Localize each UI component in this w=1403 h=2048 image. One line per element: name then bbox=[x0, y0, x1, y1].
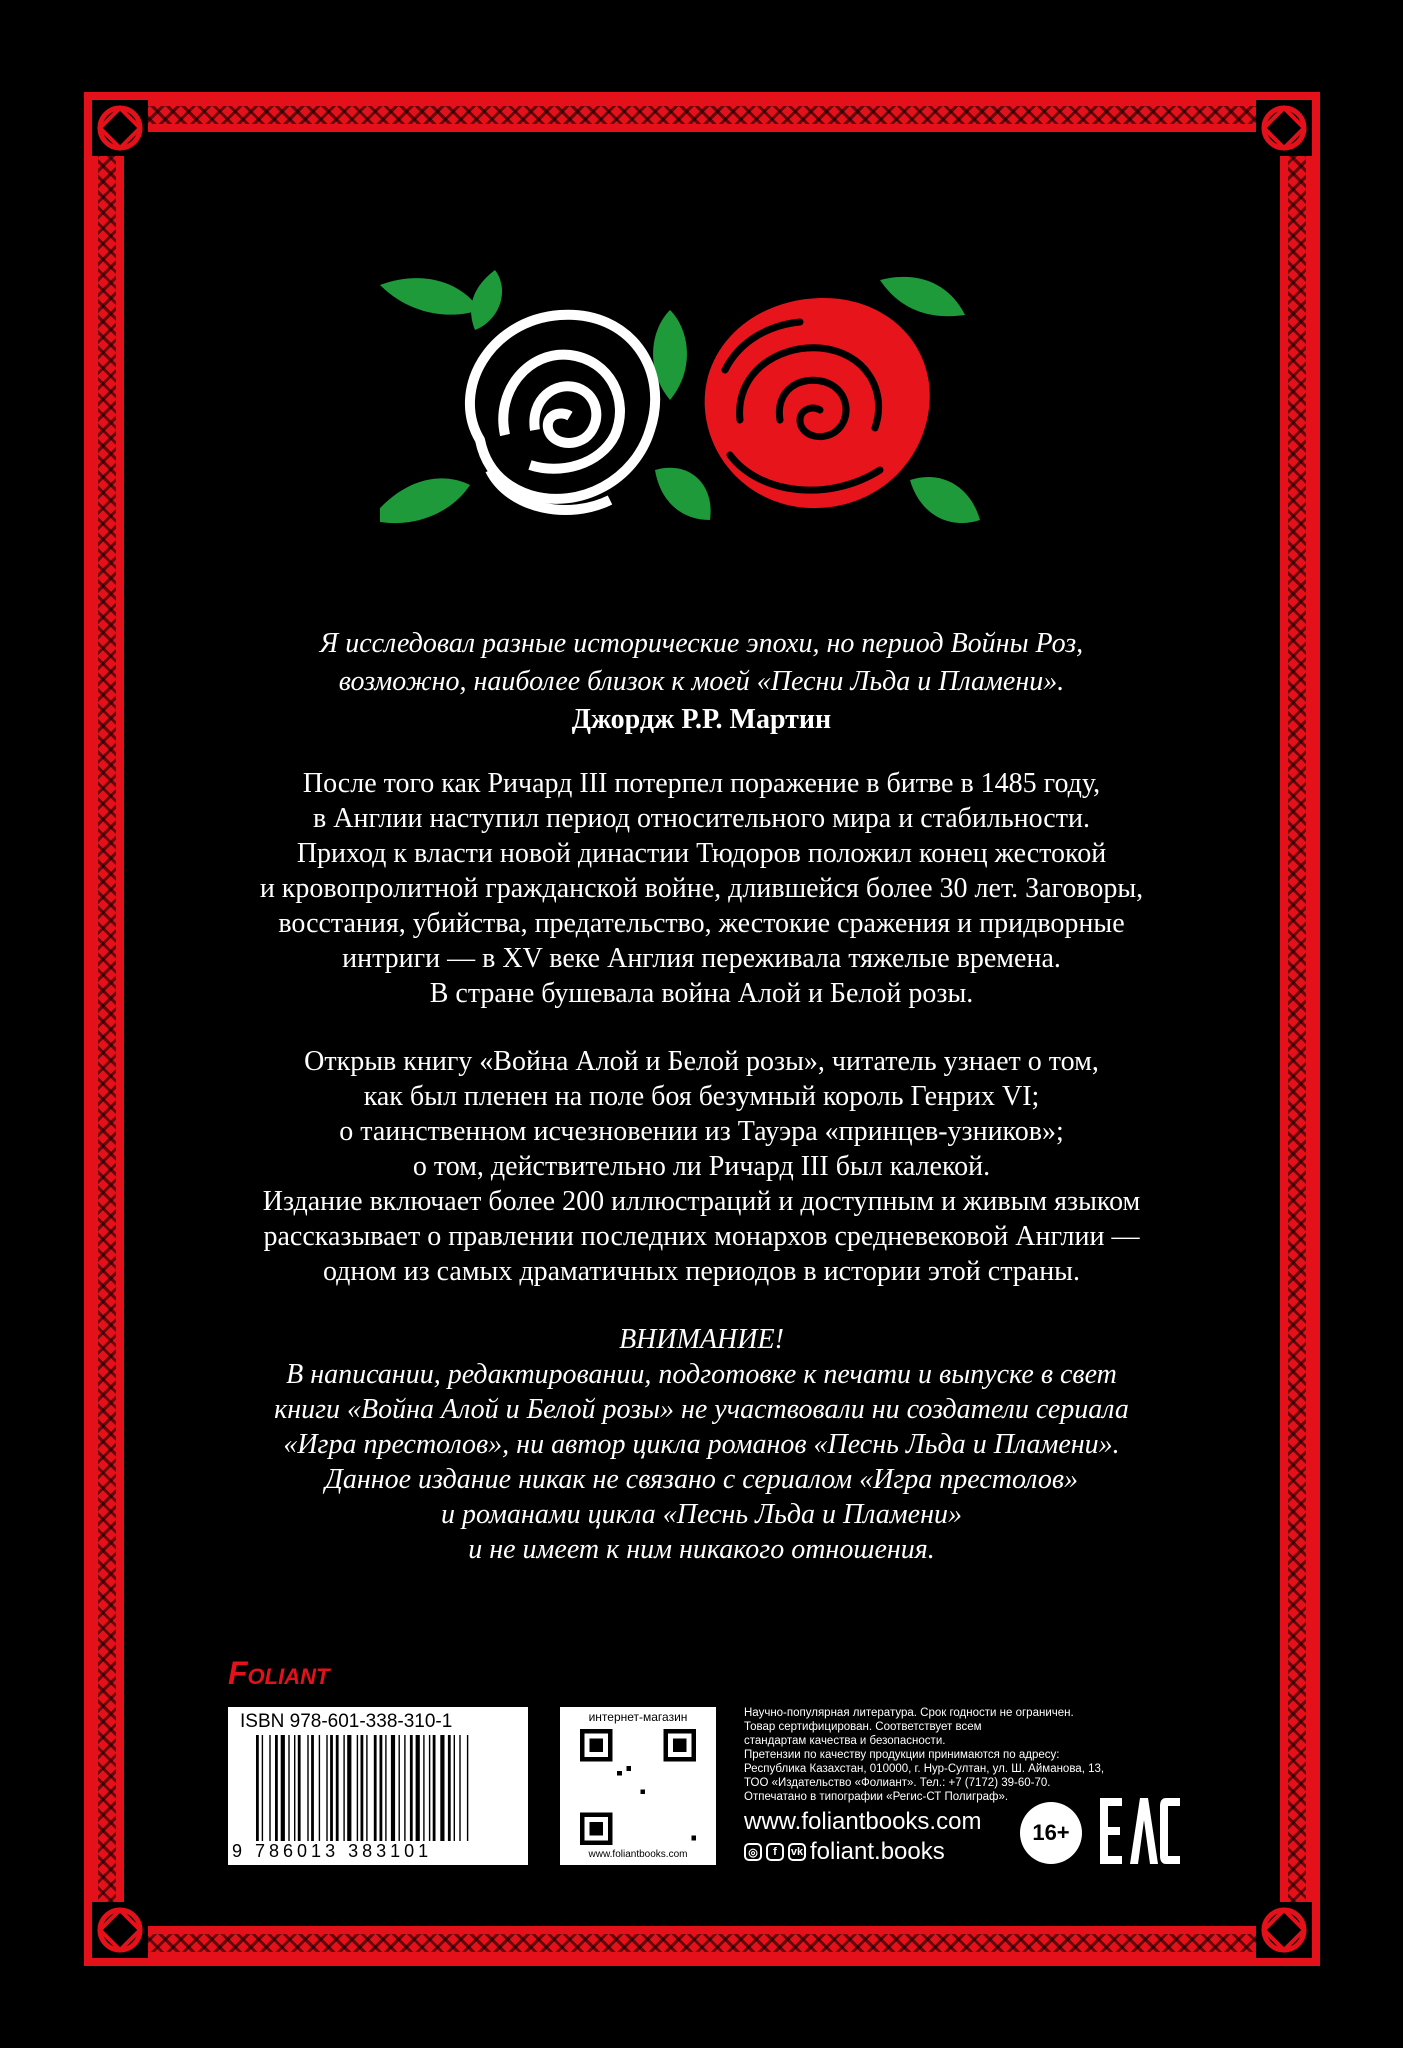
text-line: как был пленен на поле боя безумный король Генрих VI; bbox=[363, 1081, 1040, 1112]
barcode-bar bbox=[454, 1735, 455, 1841]
barcode-bar bbox=[294, 1735, 295, 1841]
text-line: и не имеет к ним никакого отношения. bbox=[468, 1534, 935, 1565]
barcode-bar bbox=[281, 1735, 285, 1841]
qr-title: интернет-магазин bbox=[588, 1710, 688, 1724]
barcode-bar bbox=[385, 1735, 386, 1841]
quote-line: Я исследовал разные исторические эпохи, но период Войны Роз, bbox=[319, 628, 1084, 659]
barcode-bar bbox=[336, 1735, 339, 1841]
barcode-bar bbox=[416, 1735, 420, 1841]
logo-rest: OLIANT bbox=[247, 1664, 330, 1689]
text-line: «Игра престолов», ни автор цикла романов «Песнь Льда и Пламени». bbox=[283, 1429, 1120, 1460]
instagram-icon[interactable]: ◎ bbox=[744, 1843, 762, 1861]
text-line: о таинственном исчезновении из Тауэра «принцев-узников»; bbox=[339, 1116, 1064, 1147]
barcode-bar bbox=[380, 1735, 383, 1841]
qr-module bbox=[640, 1789, 645, 1794]
legal-line: стандартам качества и безопасности. bbox=[744, 1735, 946, 1747]
vk-icon[interactable]: vk bbox=[788, 1843, 806, 1861]
barcode-bar bbox=[288, 1735, 289, 1841]
legal-line: Республика Казахстан, 010000, г. Нур-Султан, ул. Ш. Айманова, 13, bbox=[744, 1763, 1105, 1775]
barcode-bar bbox=[391, 1735, 395, 1841]
celtic-knot-corner-icon bbox=[1252, 96, 1316, 160]
description-paragraph-2 bbox=[180, 1044, 1223, 1289]
text-line: Приход к власти новой династии Тюдоров положил конец жестокой bbox=[296, 838, 1107, 869]
eac-certification-icon bbox=[1100, 1798, 1180, 1864]
text-line: одном из самых драматичных периодов в истории этой страны. bbox=[322, 1256, 1080, 1287]
celtic-knot-corner-icon bbox=[1252, 1898, 1316, 1962]
text-line: В стране бушевала война Алой и Белой розы. bbox=[429, 978, 974, 1009]
legal-info bbox=[744, 1706, 1164, 1804]
quote-line: возможно, наиболее близок к моей «Песни Льда и Пламени». bbox=[338, 666, 1065, 697]
barcode-bar bbox=[311, 1735, 314, 1841]
social-handle[interactable]: foliant.books bbox=[810, 1838, 945, 1865]
red-rose-icon bbox=[705, 298, 930, 508]
barcode-bar bbox=[298, 1735, 301, 1841]
text-line: Данное издание никак не связано с сериалом «Игра престолов» bbox=[325, 1464, 1078, 1495]
quote-author: Джордж Р.Р. Мартин bbox=[571, 704, 832, 735]
qr-module bbox=[617, 1771, 622, 1776]
qr-code-icon bbox=[578, 1729, 698, 1845]
barcode-bar bbox=[330, 1735, 333, 1841]
qr-code-block bbox=[560, 1707, 716, 1865]
qr-module bbox=[626, 1766, 631, 1771]
barcode-bar bbox=[343, 1735, 344, 1841]
legal-line: ТОО «Издательство «Фолиант». Тел.: +7 (7172) 39-60-70. bbox=[744, 1777, 1051, 1789]
barcode-bar bbox=[429, 1735, 430, 1841]
barcode-bar bbox=[361, 1735, 364, 1841]
barcode-bar bbox=[448, 1735, 451, 1841]
barcode-bar bbox=[467, 1735, 468, 1841]
social-links bbox=[744, 1838, 945, 1866]
barcode-bar bbox=[404, 1735, 405, 1841]
text-line: восстания, убийства, предательство, жестокие сражения и придворные bbox=[278, 908, 1125, 939]
barcode-bar bbox=[275, 1735, 278, 1841]
barcode-bar bbox=[347, 1735, 351, 1841]
text-line: в Англии наступил период относительного мира и стабильности. bbox=[313, 803, 1090, 834]
white-rose-icon bbox=[470, 315, 655, 510]
qr-module bbox=[691, 1836, 696, 1841]
qr-url: www.foliantbooks.com bbox=[588, 1849, 688, 1860]
text-line: и романами цикла «Песнь Льда и Пламени» bbox=[441, 1499, 962, 1530]
barcode-bar bbox=[410, 1735, 413, 1841]
legal-line: Товар сертифицирован. Соответствует всем bbox=[744, 1721, 982, 1733]
barcode-bar bbox=[459, 1735, 460, 1841]
text-line: Открыв книгу «Война Алой и Белой розы», читатель узнает о том, bbox=[304, 1046, 1099, 1077]
barcode-bar bbox=[433, 1735, 436, 1841]
text-line: интриги — в XV веке Англия переживала тяжелые времена. bbox=[342, 943, 1061, 974]
legal-line: Претензии по качеству продукции принимаются по адресу: bbox=[744, 1749, 1060, 1761]
text-line: После того как Ричард III потерпел поражение в битве в 1485 году, bbox=[302, 768, 1101, 799]
age-rating-badge: 16+ bbox=[1020, 1802, 1082, 1864]
barcode-bar bbox=[366, 1735, 367, 1841]
barcode-bar bbox=[399, 1735, 400, 1841]
text-line: рассказывает о правлении последних монархов средневековой Англии — bbox=[263, 1221, 1140, 1252]
legal-line: Научно-популярная литература. Срок годности не ограничен. bbox=[744, 1707, 1074, 1719]
barcode-bar bbox=[269, 1735, 270, 1841]
logo-initial: F bbox=[228, 1655, 248, 1691]
barcode-digits: 9 786013 383101 bbox=[232, 1841, 433, 1861]
legal-line: Отпечатано в типографии «Регис-СТ Полиграф». bbox=[744, 1791, 1009, 1803]
text-line: книги «Война Алой и Белой розы» не участвовали ни создатели сериала bbox=[274, 1394, 1129, 1425]
text-line: и кровопролитной гражданской войне, длившейся более 30 лет. Заговоры, bbox=[259, 873, 1144, 904]
barcode-bar bbox=[326, 1735, 327, 1841]
text-line: Издание включает более 200 иллюстраций и доступным и живым языком bbox=[262, 1186, 1141, 1217]
isbn-barcode bbox=[228, 1707, 528, 1865]
barcode-bar bbox=[440, 1735, 444, 1841]
description-paragraph-1 bbox=[180, 766, 1223, 1011]
text-line: В написании, редактировании, подготовке к печати и выпуске в свет bbox=[286, 1359, 1117, 1390]
barcode-bar bbox=[423, 1735, 424, 1841]
celtic-knot-corner-icon bbox=[88, 96, 152, 160]
barcode-bar bbox=[357, 1735, 358, 1841]
disclaimer-notice bbox=[180, 1322, 1223, 1567]
facebook-icon[interactable]: f bbox=[766, 1843, 784, 1861]
isbn-number: ISBN 978-601-338-310-1 bbox=[240, 1711, 453, 1732]
disclaimer-heading: ВНИМАНИЕ! bbox=[619, 1324, 784, 1355]
epigraph-quote bbox=[180, 625, 1223, 739]
barcode-icon bbox=[256, 1735, 518, 1841]
publisher-logo bbox=[228, 1655, 329, 1692]
barcode-bar bbox=[319, 1735, 320, 1841]
barcode-bar bbox=[256, 1735, 259, 1841]
text-line: о том, действительно ли Ричард III был калекой. bbox=[412, 1151, 991, 1182]
celtic-knot-corner-icon bbox=[88, 1898, 152, 1962]
white-and-red-roses-illustration bbox=[380, 270, 980, 560]
barcode-bar bbox=[307, 1735, 308, 1841]
barcode-bar bbox=[374, 1735, 377, 1841]
website-link[interactable]: www.foliantbooks.com bbox=[744, 1808, 982, 1835]
qr-module bbox=[589, 1738, 603, 1752]
qr-module bbox=[673, 1738, 687, 1752]
qr-module bbox=[589, 1822, 603, 1836]
barcode-bar bbox=[262, 1735, 263, 1841]
